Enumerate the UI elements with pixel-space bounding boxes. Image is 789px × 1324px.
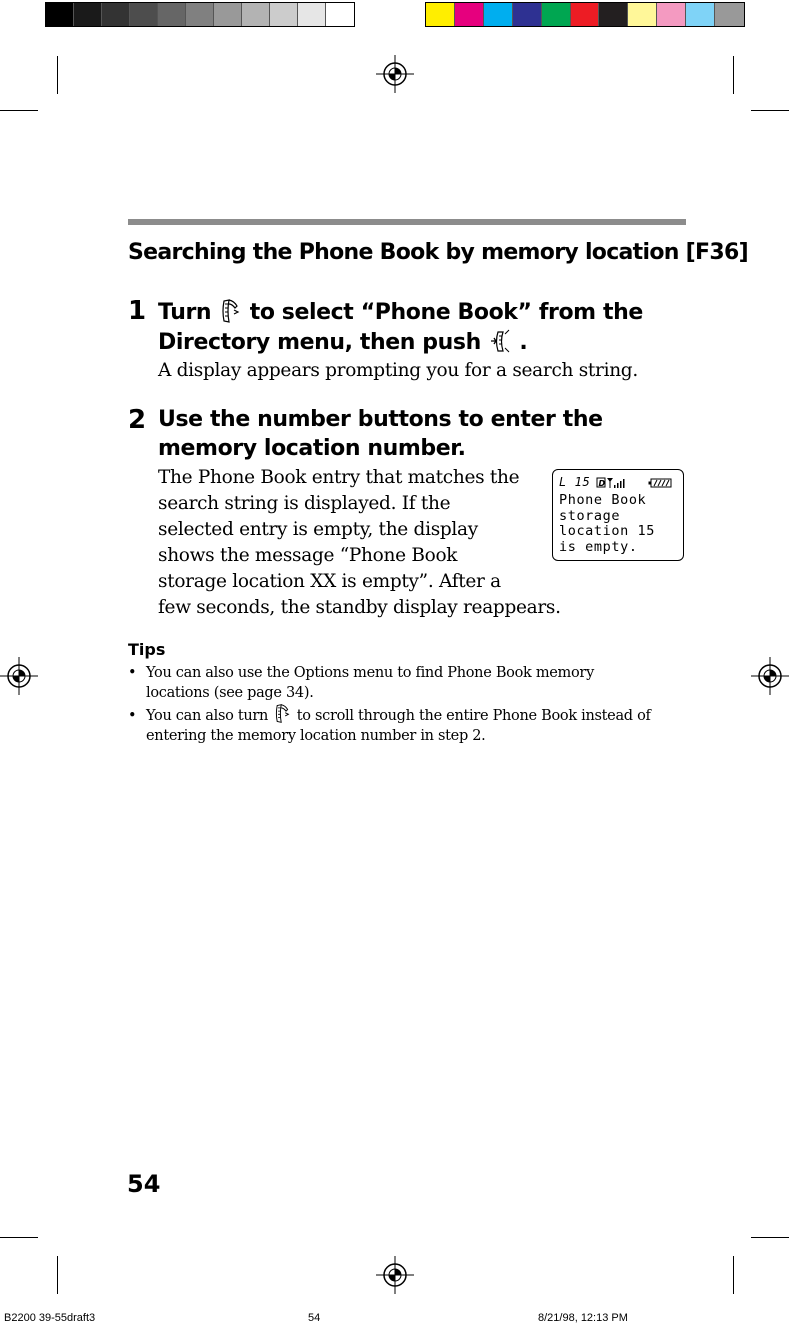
crop-mark (751, 1237, 789, 1238)
step-1-text: to select “Phone Book” from the (249, 300, 643, 325)
step-2-line-2: memory location number. (158, 436, 466, 461)
phone-display-illustration (552, 469, 684, 561)
tip-text: entering the memory location number in step 2. (146, 728, 486, 744)
color-swatch (513, 3, 542, 26)
color-swatch (628, 3, 657, 26)
tip-item (128, 663, 594, 703)
description-line: selected entry is empty, the display (158, 519, 478, 540)
color-swatch (484, 3, 513, 26)
gray-swatch (242, 3, 270, 26)
display-line: location 15 (559, 523, 656, 539)
jog-dial-icon (274, 703, 290, 724)
display-status-bar (559, 476, 683, 489)
gray-swatch (46, 3, 74, 26)
crop-mark (733, 56, 734, 94)
description-line: The Phone Book entry that matches the (158, 467, 520, 488)
gray-swatch (270, 3, 298, 26)
crop-mark (733, 1256, 734, 1294)
crop-mark (0, 1237, 38, 1238)
gray-swatch (214, 3, 242, 26)
crop-mark (751, 110, 789, 111)
gray-swatch (298, 3, 326, 26)
tip-text: You can also use the Options menu to find Phone Book memory (146, 665, 594, 681)
process-color-calibration-bar (425, 2, 745, 27)
section-rule (128, 219, 686, 225)
tip-text: You can also turn (146, 708, 269, 724)
registration-mark-icon (376, 1256, 414, 1294)
description-line: search string is displayed. If the (158, 493, 451, 514)
crop-mark (0, 110, 38, 111)
step-1-line-1 (158, 298, 643, 325)
crop-mark (57, 56, 58, 94)
display-line: storage (559, 507, 621, 524)
tip-text: to scroll through the entire Phone Book instead of (296, 708, 651, 724)
jog-dial-push-icon (490, 328, 510, 354)
step-1-text: . (519, 330, 528, 355)
gray-swatch (186, 3, 214, 26)
tips-heading: Tips (128, 640, 166, 659)
battery-icon (648, 478, 672, 488)
description-line: few seconds, the standby display reappears. (158, 597, 561, 618)
crop-mark (57, 1256, 58, 1294)
step-number: 1 (128, 296, 147, 326)
gray-swatch (326, 3, 354, 26)
footer-page: 54 (308, 1312, 321, 1324)
bullet: • (128, 665, 137, 681)
gray-swatch (158, 3, 186, 26)
color-swatch (571, 3, 600, 26)
tip-item (128, 703, 651, 746)
step-number: 2 (128, 405, 147, 435)
gray-swatch (102, 3, 130, 26)
display-line: Phone Book (559, 492, 647, 508)
signal-strength-icon (596, 476, 626, 489)
registration-mark-icon (751, 657, 789, 695)
step-1-text: Directory menu, then push (158, 330, 481, 355)
step-2-line-1: Use the number buttons to enter the (158, 407, 603, 432)
gray-swatch (74, 3, 102, 26)
bullet: • (128, 708, 137, 724)
color-swatch (715, 3, 744, 26)
description-line: shows the message “Phone Book (158, 545, 458, 566)
step-1-description: A display appears prompting you for a search string. (158, 360, 638, 381)
gray-swatch (130, 3, 158, 26)
color-swatch (599, 3, 628, 26)
registration-mark-icon (376, 55, 414, 93)
page-number: 54 (127, 1170, 161, 1198)
section-title: Searching the Phone Book by memory location [F36] (128, 240, 748, 265)
footer-file-name: B2200 39-55draft3 (4, 1312, 96, 1324)
color-swatch (426, 3, 455, 26)
svg-text:D: D (598, 479, 607, 488)
display-line: is empty. (559, 538, 638, 555)
step-2-description (158, 465, 561, 621)
color-swatch (657, 3, 686, 26)
footer-timestamp: 8/21/98, 12:13 PM (538, 1312, 628, 1324)
color-swatch (542, 3, 571, 26)
color-swatch (455, 3, 484, 26)
tip-text: locations (see page 34). (146, 685, 314, 701)
grayscale-calibration-bar (45, 2, 355, 27)
step-1-line-2 (158, 328, 527, 355)
step-1-text: Turn (158, 300, 212, 325)
jog-dial-icon (220, 298, 240, 324)
memory-location-indicator: L 15 (559, 474, 591, 489)
color-swatch (686, 3, 715, 26)
description-line: storage location XX is empty”. After a (158, 571, 501, 592)
registration-mark-icon (0, 657, 38, 695)
